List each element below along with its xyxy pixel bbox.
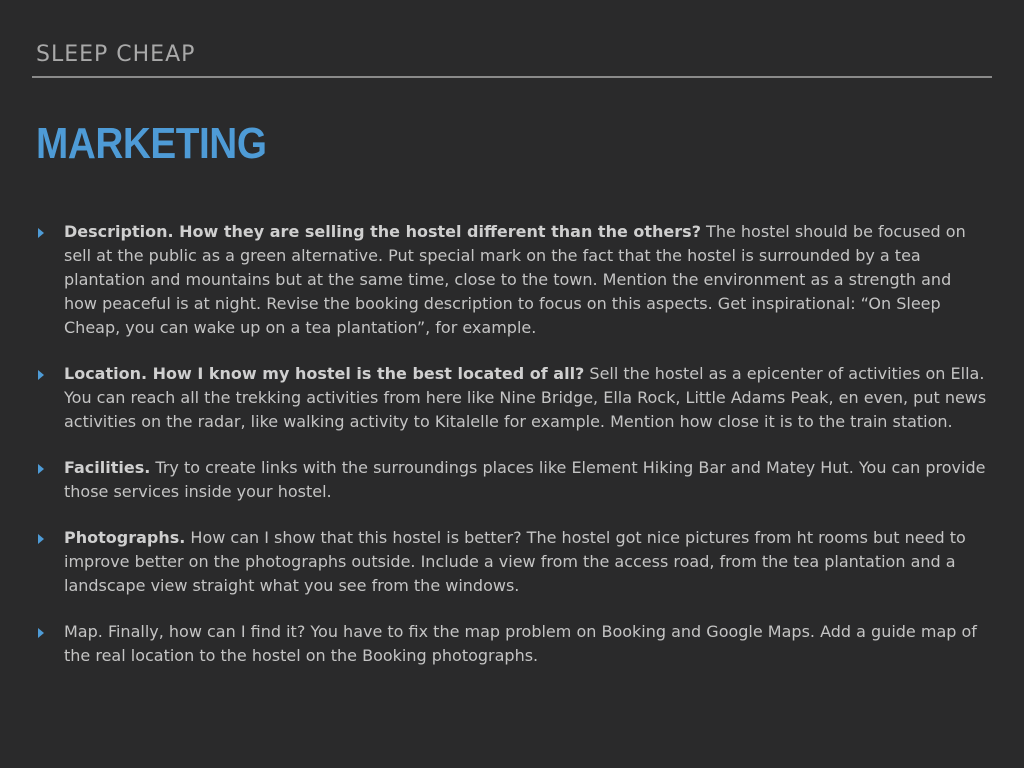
bullet-text: Map. Finally, how can I find it? You have to fix the map problem on Booking and Google Maps. Add a guide map of the real location to the hostel on the Booking photographs. [64,622,977,665]
bullet-triangle-icon [38,228,44,238]
bullet-description [38,220,988,340]
bullet-location [38,362,988,434]
bullet-facilities [38,456,988,504]
bullet-triangle-icon [38,370,44,380]
section-title: MARKETING [36,119,267,168]
bullet-map [38,620,988,668]
bullet-triangle-icon [38,534,44,544]
bullet-lead: Location. How I know my hostel is the best located of all? [64,364,585,383]
bullet-lead: Photographs. [64,528,186,547]
bullet-photographs [38,526,988,598]
header-divider [32,76,992,78]
bullet-text: Sell the hostel as a epicenter of activities on Ella. You can reach all the trekking activities from here like Nine Bridge, Ella Rock, Little Adams Peak, en even, put news activities on the radar, like walking activity to Kitalelle for example. Mention how close it is to the train station. [64,364,987,431]
header-title: SLEEP CHEAP [36,42,196,67]
bullet-lead: Facilities. [64,458,151,477]
bullet-list [38,220,988,690]
bullet-triangle-icon [38,464,44,474]
bullet-text: Try to create links with the surroundings places like Element Hiking Bar and Matey Hut. You can provide those services inside your hostel. [64,458,986,501]
bullet-lead: Description. How they are selling the hostel different than the others? [64,222,701,241]
bullet-text: The hostel should be focused on sell at the public as a green alternative. Put special mark on the fact that the hostel is surrounded by a tea plantation and mountains but at the same time, close to the town. Mention the environment as a strength and how peaceful is at night. Revise the booking description to focus on this aspects. Get inspirational: “On Sleep Cheap, you can wake up on a tea plantation”, for example. [64,222,966,337]
bullet-text: How can I show that this hostel is better? The hostel got nice pictures from ht rooms but need to improve better on the photographs outside. Include a view from the access road, from the tea plantation and a landscape view straight what you see from the windows. [64,528,966,595]
bullet-triangle-icon [38,628,44,638]
